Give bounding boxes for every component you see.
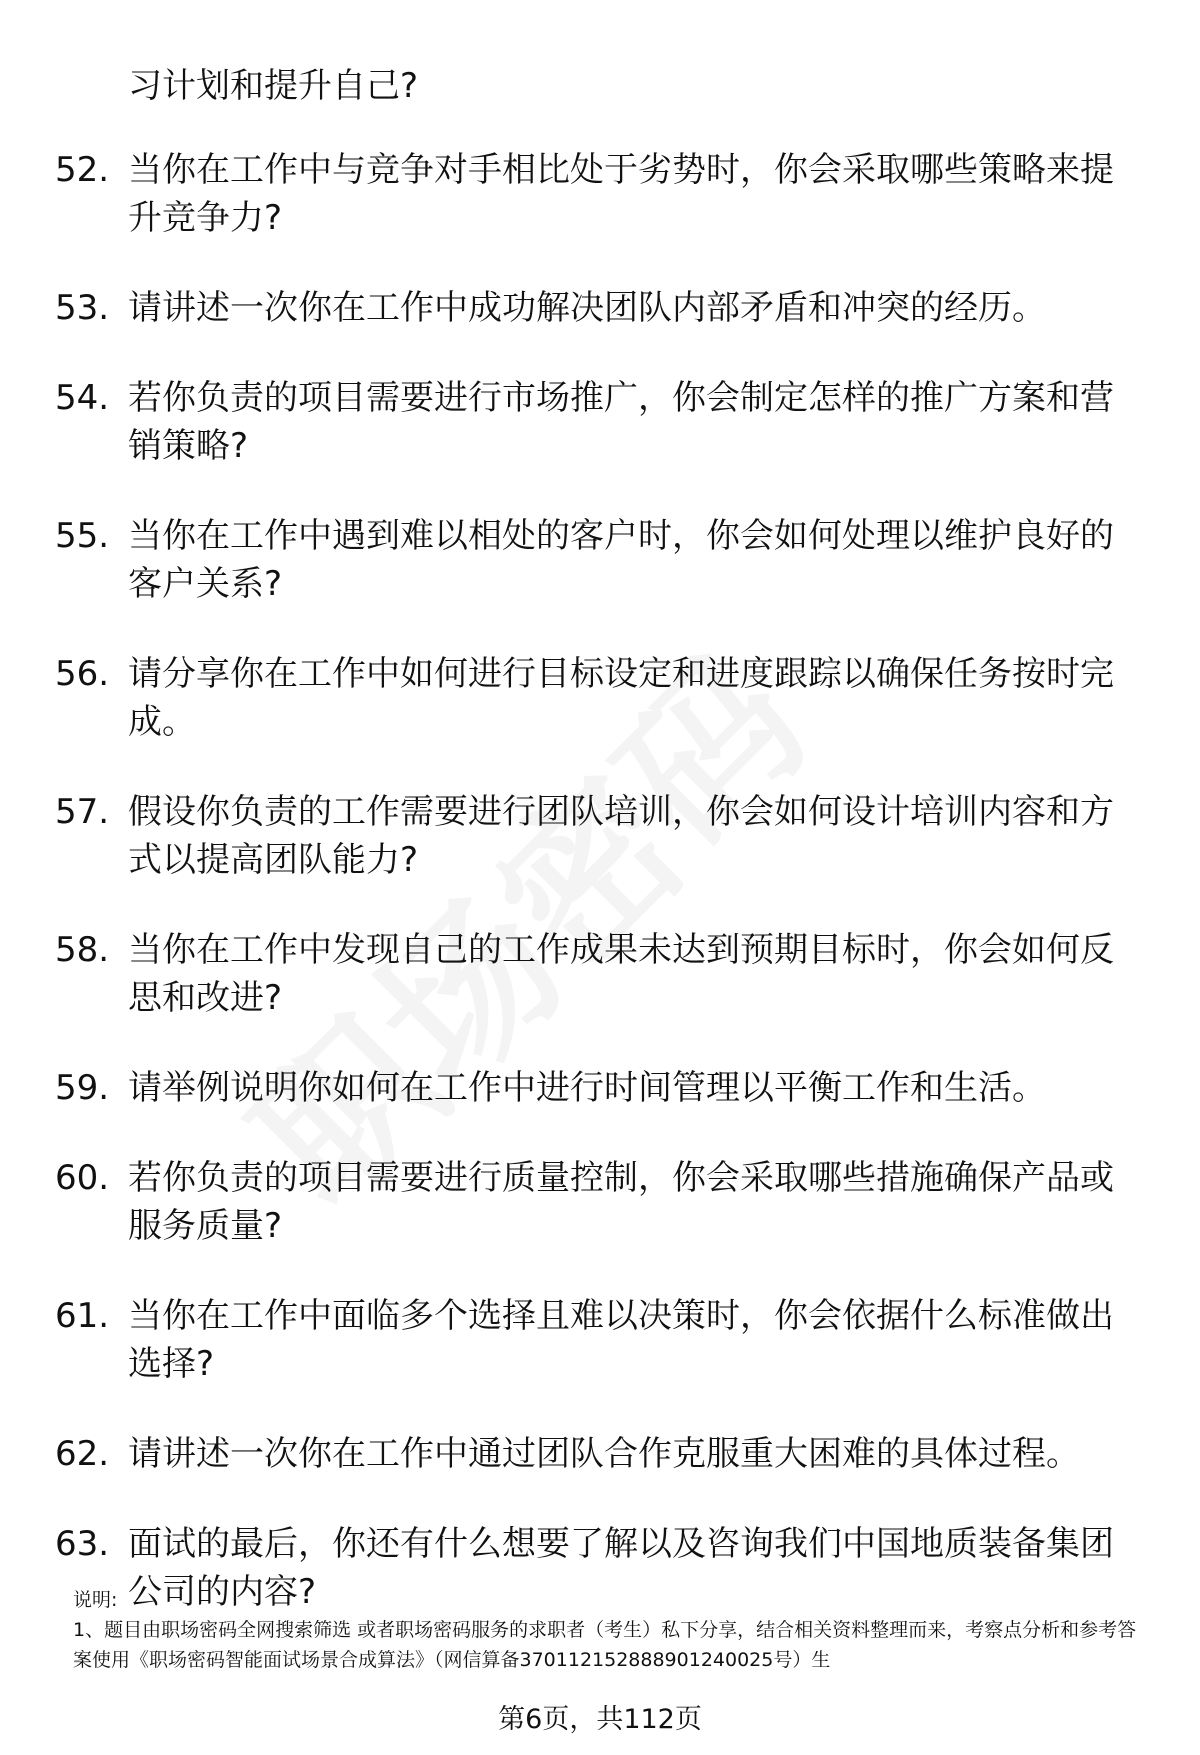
question-number: 61. [55, 1296, 110, 1336]
question-number: 54. [55, 378, 110, 418]
question-continuation [55, 62, 1145, 110]
question-number: 55. [55, 516, 110, 556]
question-item [55, 284, 1145, 332]
question-number: 58. [55, 930, 110, 970]
notes-text: 1、题目由职场密码全网搜索筛选 或者职场密码服务的求职者（考生）私下分享，结合相关资料整理而来，考察点分析和参考答案使用《职场密码智能面试场景合成算法》（网信算备370112152888901240025号）生 [73, 1619, 1137, 1671]
question-text: 若你负责的项目需要进行质量控制，你会采取哪些措施确保产品或服务质量? [128, 1158, 1114, 1246]
question-list [55, 62, 1145, 1658]
question-number: 57. [55, 792, 110, 832]
question-item [55, 650, 1145, 746]
question-text: 当你在工作中面临多个选择且难以决策时，你会依据什么标准做出选择? [128, 1296, 1114, 1384]
question-number: 52. [55, 150, 110, 190]
notes-heading: 说明: [73, 1589, 118, 1611]
question-item [55, 146, 1145, 242]
question-number: 56. [55, 654, 110, 694]
question-text: 当你在工作中发现自己的工作成果未达到预期目标时，你会如何反思和改进? [128, 930, 1114, 1018]
question-text: 请讲述一次你在工作中通过团队合作克服重大困难的具体过程。 [128, 1434, 1080, 1474]
question-number: 59. [55, 1068, 110, 1108]
notes-section [73, 1585, 1153, 1675]
page-number-footer: 第6页，共112页 [498, 1704, 702, 1735]
question-text: 面试的最后，你还有什么想要了解以及咨询我们中国地质装备集团公司的内容? [128, 1524, 1114, 1612]
question-text: 请讲述一次你在工作中成功解决团队内部矛盾和冲突的经历。 [128, 288, 1046, 328]
question-number: 60. [55, 1158, 110, 1198]
question-text: 请举例说明你如何在工作中进行时间管理以平衡工作和生活。 [128, 1068, 1046, 1108]
question-number: 63. [55, 1524, 110, 1564]
question-item [55, 1292, 1145, 1388]
question-text: 当你在工作中遇到难以相处的客户时，你会如何处理以维护良好的客户关系? [128, 516, 1114, 604]
question-item [55, 1430, 1145, 1478]
question-item [55, 512, 1145, 608]
question-item [55, 374, 1145, 470]
question-text: 假设你负责的工作需要进行团队培训，你会如何设计培训内容和方式以提高团队能力? [128, 792, 1114, 880]
question-item [55, 1064, 1145, 1112]
question-item [55, 926, 1145, 1022]
question-item [55, 788, 1145, 884]
question-number: 62. [55, 1434, 110, 1474]
question-item [55, 1154, 1145, 1250]
question-number: 53. [55, 288, 110, 328]
question-text: 习计划和提升自己? [128, 66, 419, 106]
question-text: 若你负责的项目需要进行市场推广，你会制定怎样的推广方案和营销策略? [128, 378, 1114, 466]
question-text: 当你在工作中与竞争对手相比处于劣势时，你会采取哪些策略来提升竞争力? [128, 150, 1114, 238]
question-text: 请分享你在工作中如何进行目标设定和进度跟踪以确保任务按时完成。 [128, 654, 1114, 742]
